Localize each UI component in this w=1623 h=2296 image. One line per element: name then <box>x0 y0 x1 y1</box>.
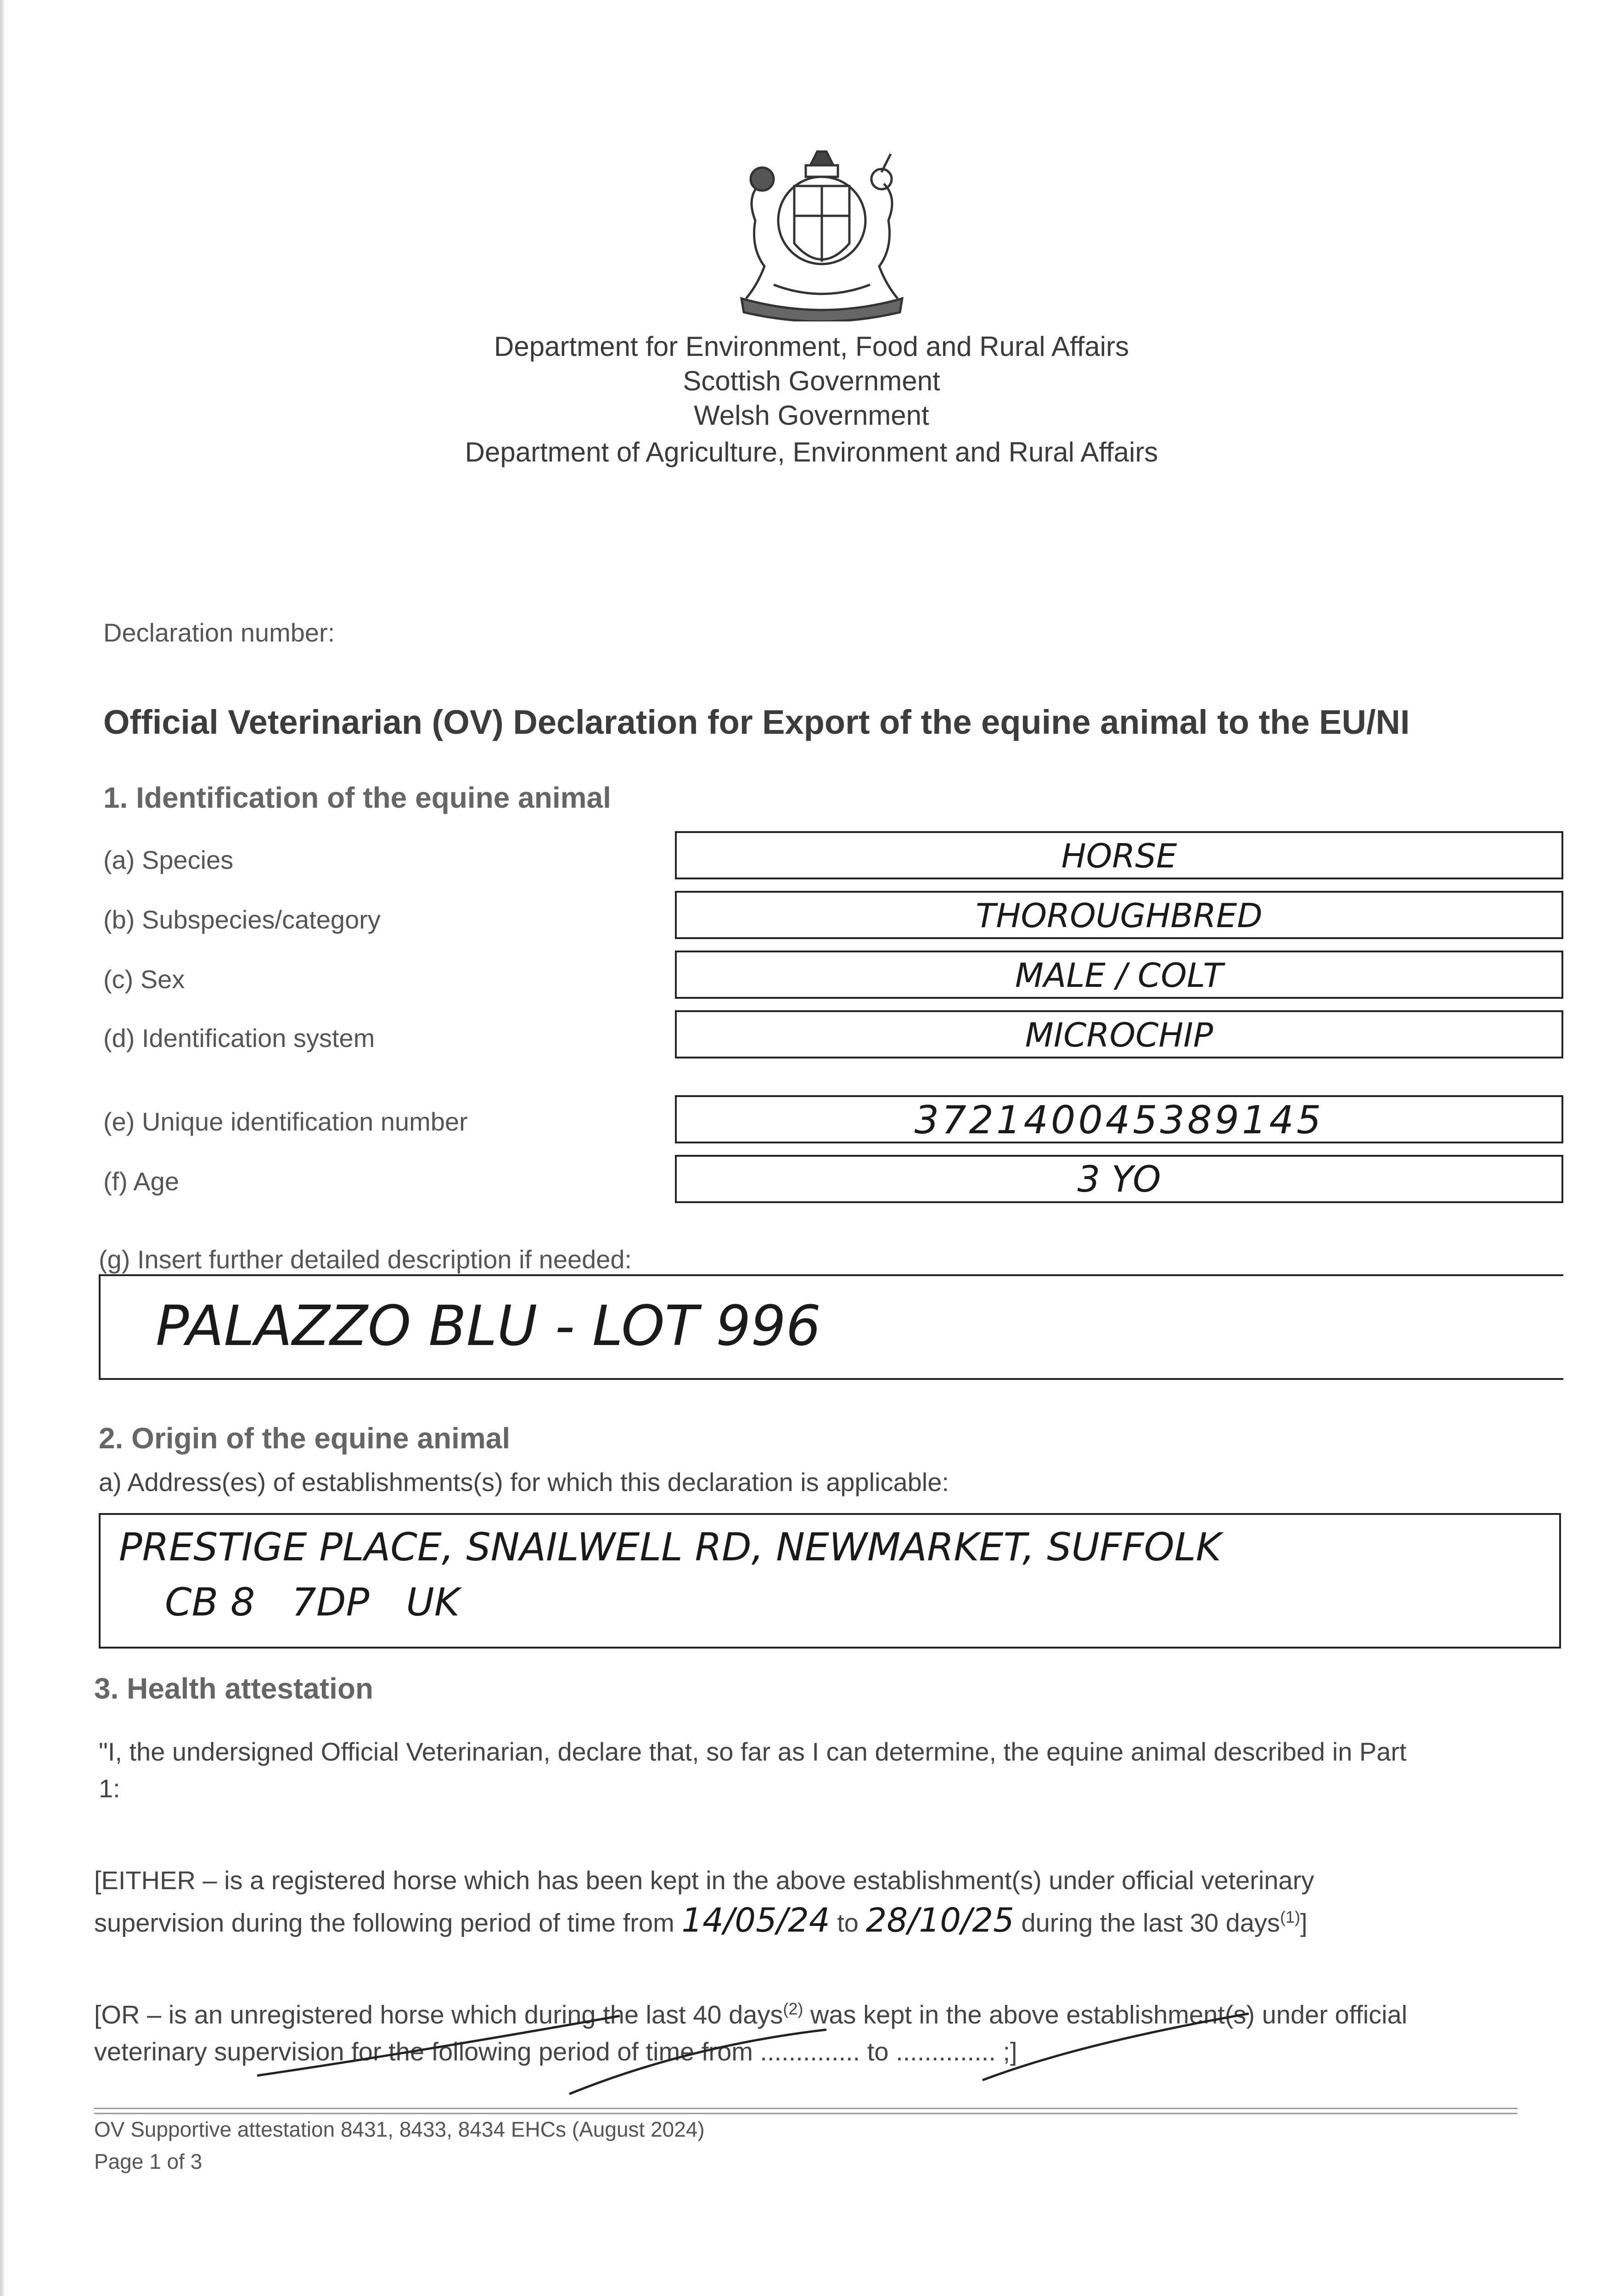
field-label-identification-system: (d) Identification system <box>103 1024 375 1052</box>
sex-value: MALE / COLT <box>1015 956 1224 995</box>
date-from[interactable]: 14/05/24 <box>681 1901 830 1940</box>
unique-id-field[interactable] <box>675 1095 1563 1143</box>
address-line-2: CB 8 7DP UK <box>165 1580 460 1625</box>
identification-system-field[interactable] <box>675 1010 1563 1058</box>
either-line-2: supervision during the following period of time from 14/05/24 to 28/10/25 during the last 30 days$^{(1)}$] <box>94 1901 1308 1940</box>
department-name: Scottish Government <box>683 366 940 396</box>
field-label-subspecies: (b) Subspecies/category <box>103 905 381 934</box>
subspecies-value: THOROUGHBRED <box>976 896 1263 935</box>
further-description-value: PALAZZO BLU - LOT 996 <box>156 1294 821 1358</box>
or-line-1: [OR – is an unregistered horse which during the last 40 days$^{(2)}$ was kept in the above establishment(s) under official <box>94 1999 1408 2029</box>
further-description-label: (g) Insert further detailed description if needed: <box>99 1245 632 1274</box>
unique-id-value: 372140045389145 <box>914 1097 1324 1142</box>
sex-field[interactable] <box>675 951 1563 999</box>
identification-system-value: MICROCHIP <box>1025 1016 1213 1054</box>
species-field[interactable] <box>675 831 1563 879</box>
footer-divider <box>94 2108 1517 2114</box>
department-name: Department for Environment, Food and Rural Affairs <box>494 331 1129 362</box>
document-title: Official Veterinarian (OV) Declaration for Export of the equine animal to the EU/NI <box>103 703 1410 741</box>
species-value: HORSE <box>1061 837 1177 875</box>
field-label-unique-id: (e) Unique identification number <box>103 1107 468 1136</box>
attestation-intro-line1: "I, the undersigned Official Veterinarian, declare that, so far as I can determine, the equine animal described in Part <box>99 1737 1407 1766</box>
either-line-1: [EITHER – is a registered horse which has been kept in the above establishment(s) under official veterinary <box>94 1866 1314 1895</box>
age-field[interactable] <box>675 1155 1563 1203</box>
page-number: Page 1 of 3 <box>94 2150 202 2173</box>
field-label-species: (a) Species <box>103 845 234 874</box>
subspecies-field[interactable] <box>675 891 1563 939</box>
field-label-age: (f) Age <box>103 1167 179 1196</box>
department-name: Department of Agriculture, Environment and Rural Affairs <box>465 437 1158 467</box>
royal-coat-of-arms-icon <box>719 147 925 321</box>
section-heading: 3. Health attestation <box>94 1672 374 1705</box>
age-value: 3 YO <box>1077 1159 1161 1200</box>
field-label-sex: (c) Sex <box>103 965 185 994</box>
address-label: a) Address(es) of establishments(s) for which this declaration is applicable: <box>99 1468 949 1497</box>
address-field[interactable] <box>99 1513 1561 1649</box>
or-clause <box>94 1991 1563 2070</box>
either-clause <box>94 1862 1563 1941</box>
footer-attestation-ref: OV Supportive attestation 8431, 8433, 8434 EHCs (August 2024) <box>94 2117 705 2141</box>
section-heading: 2. Origin of the equine animal <box>99 1422 511 1455</box>
department-name: Welsh Government <box>694 400 929 431</box>
section-heading: 1. Identification of the equine animal <box>103 781 611 814</box>
further-description-field[interactable] <box>99 1274 1563 1380</box>
attestation-intro <box>99 1733 1559 1807</box>
address-line-1: PRESTIGE PLACE, SNAILWELL RD, NEWMARKET, SUFFOLK <box>119 1525 1221 1570</box>
attestation-intro-line2: 1: <box>99 1774 120 1803</box>
declaration-number-label: Declaration number: <box>103 618 335 647</box>
or-line-2: veterinary supervision for the following period of time from .............. to .............. ;] <box>94 2037 1017 2066</box>
date-to[interactable]: 28/10/25 <box>865 1901 1014 1940</box>
